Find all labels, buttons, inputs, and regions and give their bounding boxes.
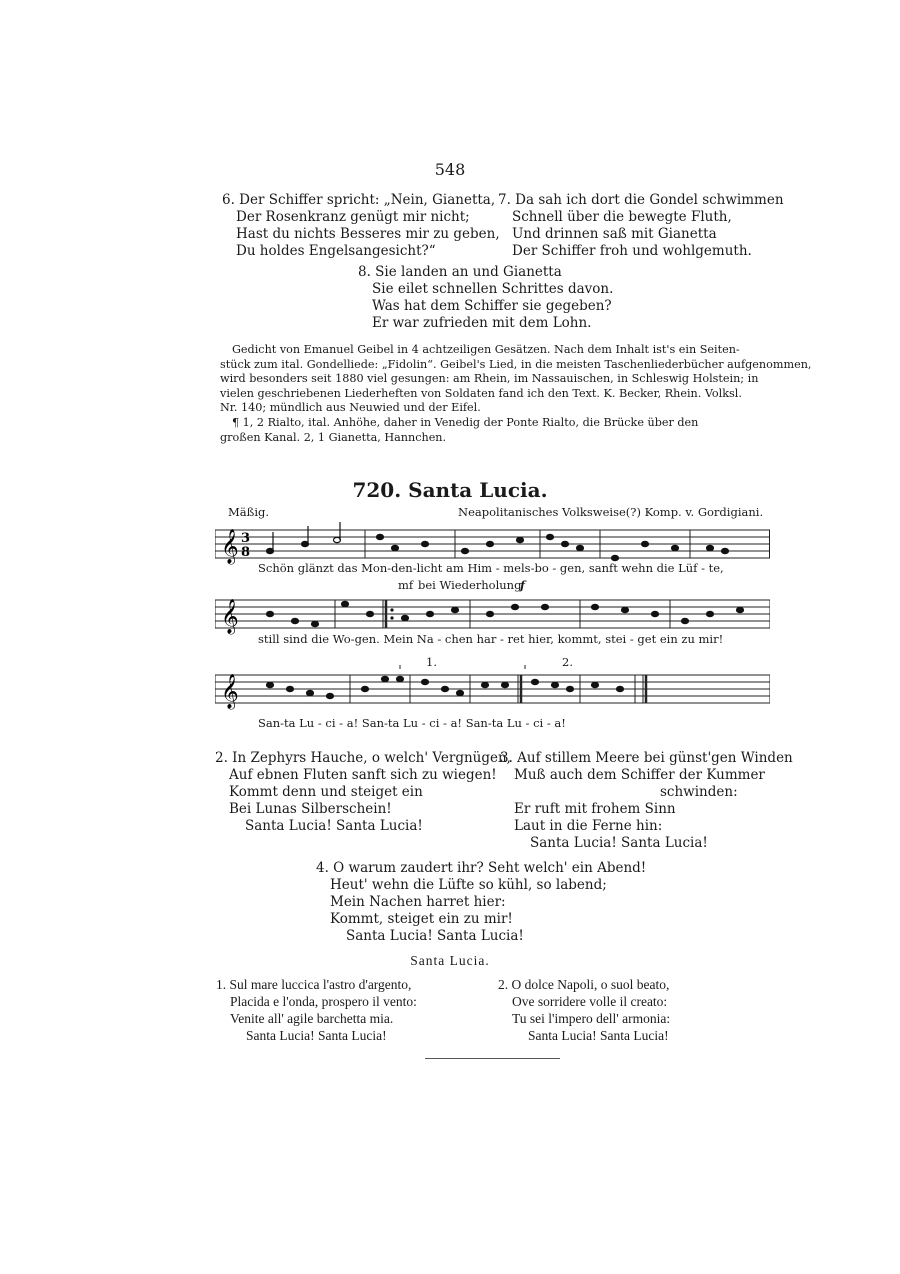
verse-line: Heut' wehn die Lüfte so kühl, so labend; bbox=[330, 877, 607, 893]
verse-line: Santa Lucia! Santa Lucia! bbox=[245, 818, 423, 834]
verse-line: Bei Lunas Silberschein! bbox=[229, 801, 392, 817]
time-signature-bottom: 8 bbox=[241, 545, 251, 560]
note-line: wird besonders seit 1880 viel gesungen: am Rhein, im Nassauischen, in Schleswig Holstein; in bbox=[220, 372, 759, 385]
verse-line: Santa Lucia! Santa Lucia! bbox=[530, 835, 708, 851]
verse-line: 1. Sul mare luccica l'astro d'argento, bbox=[216, 977, 412, 992]
notes-staff-1 bbox=[267, 522, 729, 561]
verse-line: Santa Lucia! Santa Lucia! bbox=[246, 1028, 387, 1043]
verse-6 bbox=[222, 192, 500, 260]
verse-line: Placida e l'onda, prospero il vento: bbox=[230, 994, 417, 1009]
ending-2-label: 2. bbox=[562, 655, 573, 669]
verse-line: Kommt, steiget ein zu mir! bbox=[330, 911, 513, 927]
treble-clef-icon: 𝄞 bbox=[221, 674, 239, 709]
verse-line: Er war zufrieden mit dem Lohn. bbox=[372, 315, 592, 331]
italian-title: Santa Lucia. bbox=[410, 953, 490, 968]
verse-line: Venite all' agile barchetta mia. bbox=[230, 1011, 394, 1026]
verse-line: Kommt denn und steiget ein bbox=[229, 784, 423, 800]
verse-line: 6. Der Schiffer spricht: „Nein, Gianetta, bbox=[222, 192, 496, 208]
verse-line: Der Rosenkranz genügt mir nicht; bbox=[236, 209, 470, 225]
verse-line: Tu sei l'impero dell' armonia: bbox=[512, 1011, 671, 1026]
verse-3 bbox=[500, 750, 793, 852]
lyrics-line-2: still sind die Wo-gen. Mein Na - chen har - ret hier, kommt, stei - get ein zu mir! bbox=[258, 632, 724, 646]
verse-line: Mein Nachen harret hier: bbox=[330, 894, 506, 910]
composer-source: Neapolitanisches Volksweise(?) Komp. v. Gordigiani. bbox=[458, 505, 764, 519]
verse-4 bbox=[316, 860, 646, 945]
source-note bbox=[220, 343, 812, 416]
verse-line: Sie eilet schnellen Schrittes davon. bbox=[372, 281, 614, 297]
page-number: 548 bbox=[434, 160, 466, 179]
footnote bbox=[220, 416, 762, 445]
verse-7 bbox=[498, 192, 784, 260]
treble-clef-icon: 𝄞 bbox=[221, 529, 239, 564]
verse-line: Auf ebnen Fluten sanft sich zu wiegen! bbox=[229, 767, 497, 783]
verse-line: Santa Lucia! Santa Lucia! bbox=[528, 1028, 669, 1043]
footnote-line: großen Kanal. 2, 1 Gianetta, Hannchen. bbox=[220, 430, 447, 444]
time-signature-top: 3 bbox=[241, 531, 251, 546]
verse-line: 7. Da sah ich dort die Gondel schwimmen bbox=[498, 192, 784, 208]
verse-line: Ove sorridere volle il creato: bbox=[512, 994, 668, 1009]
verse-line: Schnell über die bewegte Fluth, bbox=[512, 209, 732, 225]
verse-line: 2. O dolce Napoli, o suol beato, bbox=[498, 977, 670, 992]
italian-verse-1 bbox=[216, 976, 417, 1044]
verse-line: Der Schiffer froh und wohlgemuth. bbox=[512, 243, 752, 259]
verse-line: 2. In Zephyrs Hauche, o welch' Vergnügen, bbox=[215, 750, 511, 766]
dynamic-f: f bbox=[520, 578, 525, 592]
verse-line: Er ruft mit frohem Sinn bbox=[514, 801, 676, 817]
verse-8 bbox=[358, 264, 613, 332]
notes-staff-3 bbox=[267, 676, 624, 698]
note-line: Nr. 140; mündlich aus Neuwied und der Eifel. bbox=[220, 401, 481, 414]
verse-2 bbox=[215, 750, 511, 835]
treble-clef-icon: 𝄞 bbox=[221, 599, 239, 634]
repeat-label: bei Wiederholung bbox=[418, 578, 522, 592]
verse-line: 3. Auf stillem Meere bei günst'gen Winden bbox=[500, 750, 793, 766]
lyrics-line-3: San-ta Lu - ci - a! San-ta Lu - ci - a! San-ta Lu - ci - a! bbox=[258, 716, 566, 730]
verse-line: Muß auch dem Schiffer der Kummer bbox=[514, 767, 765, 783]
verse-line: Was hat dem Schiffer sie gegeben? bbox=[372, 298, 612, 314]
footnote-line: ¶ 1, 2 Rialto, ital. Anhöhe, daher in Venedig der Ponte Rialto, die Brücke über den bbox=[232, 416, 699, 429]
dynamic-mf: mf bbox=[398, 578, 414, 592]
verse-line: 8. Sie landen an und Gianetta bbox=[358, 264, 562, 280]
italian-verse-2 bbox=[498, 976, 670, 1044]
note-line: Gedicht von Emanuel Geibel in 4 achtzeiligen Gesätzen. Nach dem Inhalt ist's ein Seiten- bbox=[232, 343, 740, 356]
verse-line: schwinden: bbox=[660, 784, 738, 800]
note-line: vielen geschriebenen Liederheften von Soldaten fand ich den Text. K. Becker, Rhein. Volksl. bbox=[220, 386, 742, 400]
verse-line: Santa Lucia! Santa Lucia! bbox=[346, 928, 524, 944]
verse-line: Und drinnen saß mit Gianetta bbox=[512, 226, 717, 242]
lyrics-line-1: Schön glänzt das Mon-den-licht am Him - mels-bo - gen, sanft wehn die Lüf - te, bbox=[258, 561, 724, 575]
verse-line: 4. O warum zaudert ihr? Seht welch' ein Abend! bbox=[316, 860, 647, 876]
song-title: 720. Santa Lucia. bbox=[352, 478, 548, 502]
verse-line: Hast du nichts Besseres mir zu geben, bbox=[236, 226, 500, 242]
verse-line: Du holdes Engelsangesicht?“ bbox=[236, 243, 436, 259]
tempo-marking: Mäßig. bbox=[228, 505, 270, 519]
verse-line: Laut in die Ferne hin: bbox=[514, 818, 663, 834]
music-staff-3 bbox=[215, 665, 770, 717]
note-line: stück zum ital. Gondelliede: „Fidolin“. Geibel's Lied, in die meisten Taschenliederbücher aufgenommen, bbox=[220, 357, 812, 371]
closing-rule bbox=[425, 1058, 560, 1059]
ending-1-label: 1. bbox=[426, 655, 437, 669]
